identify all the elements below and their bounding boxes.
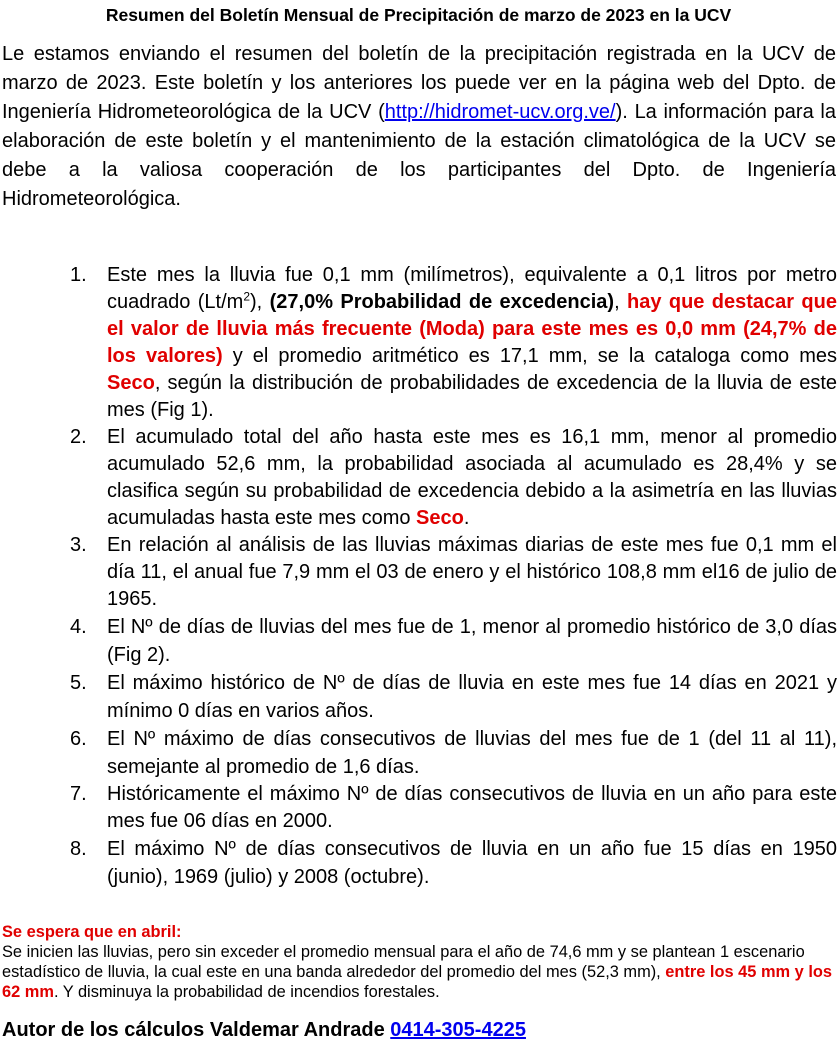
summary-list [70,262,837,891]
author-line [2,1016,526,1044]
item-text: Históricamente el máximo Nº de días consecutivos de lluvia en un año para este mes fue 06 días en 2000. [107,783,837,832]
mode-highlight: hay que destacar que el valor de lluvia más frecuente (Moda) para este mes es 0,0 mm (24,7% de los valores) [107,291,837,367]
item-text: . [463,507,470,529]
list-item [70,424,837,532]
list-item [70,781,837,835]
author-label: Autor de los cálculos Valdemar Andrade [2,1019,391,1041]
bulletin-title: Resumen del Boletín Mensual de Precipitación de marzo de 2023 en la UCV [105,5,732,25]
forecast-title: Se espera que en abril: [2,923,182,941]
forecast-text-part: . Y disminuya la probabilidad de incendios forestales. [53,983,440,1001]
exceedance-probability: (27,0% Probabilidad de excedencia) [269,291,615,313]
item-text: ), [250,291,270,313]
list-item-number: 7. [70,783,87,805]
classification-dry: Seco [107,372,155,394]
list-item [70,262,837,424]
list-item-number: 4. [70,616,87,638]
list-item-number: 6. [70,728,87,750]
intro-paragraph [2,40,836,214]
item-text: En relación al análisis de las lluvias máximas diarias de este mes fue 0,1 mm el día 11, el anual fue 7,9 mm el 03 de enero y el histórico 108,8 mm el16 de julio de 1965. [107,534,837,610]
list-item-number: 3. [70,534,87,556]
list-item-number: 2. [70,426,87,448]
intro-text-after: ). La información para la elaboración de este boletín y el mantenimiento de la estación climatológica de la UCV se debe a la valiosa cooperación de los participantes del Dpto. de Ingeniería Hidrometeorológica. [2,101,836,210]
author-phone-link[interactable]: 0414-305-4225 [390,1019,526,1041]
list-item-number: 5. [70,672,87,694]
item-text: El acumulado total del año hasta este mes es 16,1 mm, menor al promedio acumulado 52,6 mm, la probabilidad asociada al acumulado es 28,4% y se clasifica según su probabilidad de excedencia debido a la asimetría en las lluvias acumuladas hasta este mes como [107,426,837,529]
item-text: Este mes la lluvia fue 0,1 mm (milímetros), equivalente a 0,1 litros por metro cuadrado (Lt/m [107,264,837,313]
classification-dry: Seco [416,507,464,529]
item-text: , según la distribución de probabilidades de excedencia de la lluvia de este mes (Fig 1). [107,372,837,421]
list-item [70,669,837,725]
superscript: 2 [243,289,251,304]
list-item [70,725,837,781]
forecast-section [2,922,836,1002]
item-text: El máximo histórico de Nº de días de lluvia en este mes fue 14 días en 2021 y mínimo 0 días en varios años. [107,672,837,722]
item-text: El máximo Nº de días consecutivos de lluvia en un año fue 15 días en 1950 (junio), 1969 (julio) y 2008 (octubre). [107,838,837,888]
list-item-number: 1. [70,264,87,286]
item-text: , [614,291,628,313]
forecast-text [2,942,836,1002]
item-text: El Nº de días de lluvias del mes fue de 1, menor al promedio histórico de 3,0 días (Fig 2). [107,616,837,666]
list-item [70,532,837,613]
forecast-text-part: Se inicien las lluvias, pero sin exceder el promedio mensual para el año de 74,6 mm y se plantean 1 escenario estadístico de lluvia, la cual este en una banda alrededor del promedio del mes (52,3 mm), [2,943,805,981]
list-item [70,613,837,669]
list-item-number: 8. [70,838,87,860]
item-text: y el promedio aritmético es 17,1 mm, se la cataloga como mes [222,345,837,367]
forecast-range: entre los 45 mm y los 62 mm [2,963,833,1001]
website-link[interactable]: http://hidromet-ucv.org.ve/ [384,101,616,123]
intro-text-before: Le estamos enviando el resumen del boletín de la precipitación registrada en la UCV de marzo de 2023. Este boletín y los anteriores los puede ver en la página web del Dpto. de Ingeniería Hidrometeorológica de la UCV ( [2,43,836,123]
list-item [70,835,837,891]
item-text: El Nº máximo de días consecutivos de lluvias del mes fue de 1 (del 11 al 11), semejante al promedio de 1,6 días. [107,728,837,778]
